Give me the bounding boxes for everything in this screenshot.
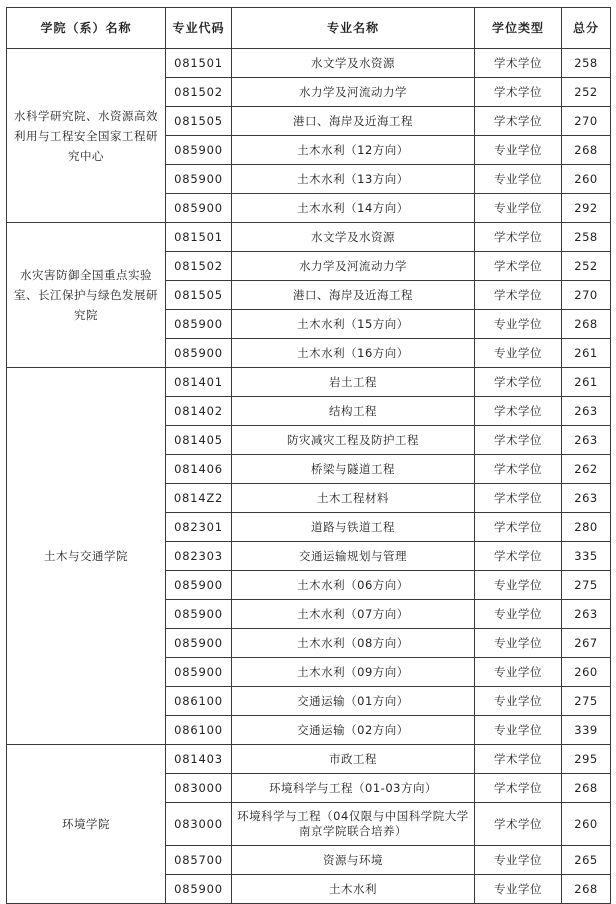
degree-type: 专业学位: [475, 629, 562, 658]
major-code: 082303: [166, 542, 232, 571]
major-code: 085900: [166, 600, 232, 629]
total-score: 252: [562, 78, 611, 107]
college-name: 水科学研究院、水资源高效利用与工程安全国家工程研究中心: [7, 49, 166, 223]
college-name: 水灾害防御全国重点实验室、长江保护与绿色发展研究院: [7, 223, 166, 368]
major-code: 081501: [166, 49, 232, 78]
major-code: 085900: [166, 165, 232, 194]
table-body: [7, 49, 611, 904]
header-major: 专业名称: [232, 8, 475, 49]
major-name: 交通运输（01方向）: [232, 687, 475, 716]
major-name: 土木水利（07方向）: [232, 600, 475, 629]
degree-type: 学术学位: [475, 368, 562, 397]
major-code: 083000: [166, 774, 232, 803]
total-score: 263: [562, 397, 611, 426]
major-name: 土木水利（09方向）: [232, 658, 475, 687]
major-name: 水文学及水资源: [232, 223, 475, 252]
total-score: 263: [562, 484, 611, 513]
total-score: 335: [562, 542, 611, 571]
total-score: 260: [562, 803, 611, 846]
major-name: 土木水利（13方向）: [232, 165, 475, 194]
degree-type: 学术学位: [475, 484, 562, 513]
total-score: 270: [562, 107, 611, 136]
degree-type: 学术学位: [475, 455, 562, 484]
major-code: 0814Z2: [166, 484, 232, 513]
major-name: 土木工程材料: [232, 484, 475, 513]
header-code: 专业代码: [166, 8, 232, 49]
major-name: 港口、海岸及近海工程: [232, 107, 475, 136]
total-score: 258: [562, 49, 611, 78]
table-row: [7, 223, 611, 252]
major-code: 081402: [166, 397, 232, 426]
major-code: 085900: [166, 629, 232, 658]
degree-type: 学术学位: [475, 107, 562, 136]
total-score: 263: [562, 426, 611, 455]
total-score: 339: [562, 716, 611, 745]
major-code: 085900: [166, 194, 232, 223]
major-code: 081505: [166, 107, 232, 136]
total-score: 292: [562, 194, 611, 223]
total-score: 275: [562, 687, 611, 716]
total-score: 261: [562, 339, 611, 368]
major-code: 085900: [166, 136, 232, 165]
total-score: 260: [562, 658, 611, 687]
major-code: 081502: [166, 78, 232, 107]
major-name: 环境科学与工程（01-03方向）: [232, 774, 475, 803]
degree-type: 专业学位: [475, 846, 562, 875]
major-code: 082301: [166, 513, 232, 542]
major-name: 桥梁与隧道工程: [232, 455, 475, 484]
major-name: 水文学及水资源: [232, 49, 475, 78]
total-score: 263: [562, 600, 611, 629]
degree-type: 专业学位: [475, 310, 562, 339]
header-degree: 学位类型: [475, 8, 562, 49]
major-name: 土木水利: [232, 875, 475, 904]
degree-type: 学术学位: [475, 513, 562, 542]
degree-type: 专业学位: [475, 687, 562, 716]
degree-type: 专业学位: [475, 571, 562, 600]
major-code: 086100: [166, 687, 232, 716]
degree-type: 专业学位: [475, 658, 562, 687]
major-name: 土木水利（14方向）: [232, 194, 475, 223]
total-score: 260: [562, 165, 611, 194]
header-row: [7, 8, 611, 49]
major-code: 081406: [166, 455, 232, 484]
major-code: 085900: [166, 571, 232, 600]
total-score: 295: [562, 745, 611, 774]
total-score: 261: [562, 368, 611, 397]
major-code: 085900: [166, 310, 232, 339]
degree-type: 学术学位: [475, 78, 562, 107]
header-college: 学院（系）名称: [7, 8, 166, 49]
degree-type: 专业学位: [475, 875, 562, 904]
total-score: 267: [562, 629, 611, 658]
major-code: 086100: [166, 716, 232, 745]
major-code: 085900: [166, 658, 232, 687]
major-code: 081405: [166, 426, 232, 455]
degree-type: 专业学位: [475, 136, 562, 165]
total-score: 268: [562, 774, 611, 803]
table-row: [7, 49, 611, 78]
major-name: 岩土工程: [232, 368, 475, 397]
major-name: 土木水利（12方向）: [232, 136, 475, 165]
total-score: 268: [562, 875, 611, 904]
major-code: 081501: [166, 223, 232, 252]
major-name: 土木水利（16方向）: [232, 339, 475, 368]
major-name: 土木水利（15方向）: [232, 310, 475, 339]
total-score: 252: [562, 252, 611, 281]
degree-type: 学术学位: [475, 281, 562, 310]
major-code: 083000: [166, 803, 232, 846]
total-score: 265: [562, 846, 611, 875]
degree-type: 专业学位: [475, 339, 562, 368]
table-row: [7, 368, 611, 397]
major-name: 土木水利（06方向）: [232, 571, 475, 600]
major-name: 防灾减灾工程及防护工程: [232, 426, 475, 455]
major-name: 土木水利（08方向）: [232, 629, 475, 658]
degree-type: 专业学位: [475, 165, 562, 194]
major-name: 资源与环境: [232, 846, 475, 875]
degree-type: 专业学位: [475, 600, 562, 629]
degree-type: 学术学位: [475, 803, 562, 846]
major-code: 085900: [166, 339, 232, 368]
degree-type: 专业学位: [475, 716, 562, 745]
total-score: 268: [562, 136, 611, 165]
major-name: 市政工程: [232, 745, 475, 774]
college-name: 土木与交通学院: [7, 368, 166, 745]
major-code: 081403: [166, 745, 232, 774]
major-name: 水力学及河流动力学: [232, 78, 475, 107]
major-name: 交通运输规划与管理: [232, 542, 475, 571]
major-name: 道路与铁道工程: [232, 513, 475, 542]
total-score: 258: [562, 223, 611, 252]
college-name: 环境学院: [7, 745, 166, 904]
major-code: 085700: [166, 846, 232, 875]
score-table: [6, 7, 611, 904]
degree-type: 专业学位: [475, 194, 562, 223]
degree-type: 学术学位: [475, 542, 562, 571]
major-name: 水力学及河流动力学: [232, 252, 475, 281]
degree-type: 学术学位: [475, 397, 562, 426]
total-score: 268: [562, 310, 611, 339]
header-score: 总分: [562, 8, 611, 49]
total-score: 280: [562, 513, 611, 542]
degree-type: 学术学位: [475, 223, 562, 252]
degree-type: 学术学位: [475, 252, 562, 281]
major-name: 交通运输（02方向）: [232, 716, 475, 745]
table-row: [7, 745, 611, 774]
major-name: 港口、海岸及近海工程: [232, 281, 475, 310]
degree-type: 学术学位: [475, 774, 562, 803]
major-name: 环境科学与工程（04仅限与中国科学院大学南京学院联合培养）: [232, 803, 475, 846]
total-score: 270: [562, 281, 611, 310]
total-score: 262: [562, 455, 611, 484]
major-code: 081401: [166, 368, 232, 397]
major-name: 结构工程: [232, 397, 475, 426]
degree-type: 学术学位: [475, 49, 562, 78]
major-code: 085900: [166, 875, 232, 904]
degree-type: 学术学位: [475, 745, 562, 774]
degree-type: 学术学位: [475, 426, 562, 455]
total-score: 275: [562, 571, 611, 600]
major-code: 081502: [166, 252, 232, 281]
major-code: 081505: [166, 281, 232, 310]
